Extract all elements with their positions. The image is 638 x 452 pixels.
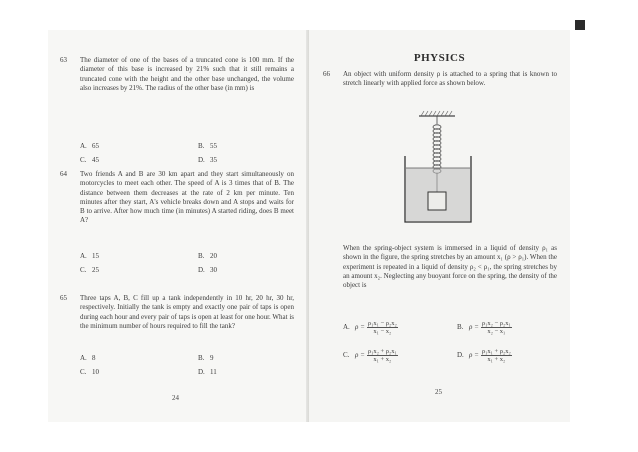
option-b: B. ρ = $\frac{\text{ρ₁x₂ − ρ₂x₁}}{\text{x₂ − x₁}}$ bbox=[457, 320, 511, 335]
spring-icon bbox=[433, 125, 441, 173]
scan-corner-mark bbox=[575, 20, 585, 30]
option-c: C. 10 bbox=[80, 368, 99, 376]
question-text: Three taps A, B, C fill up a tank independently in 10 hr, 20 hr, 30 hr, respectively. Initially the tank is empty and exactly one pair of taps is open during each hour and every pair of taps is open at least for one hour. What is the minimum number of hours required to fill the tank? bbox=[80, 294, 294, 330]
option-a: A. 65 bbox=[80, 142, 99, 150]
question-text: The diameter of one of the bases of a truncated cone is 100 mm. If the diameter of this base is increased by 21% such that it still remains a truncated cone with the height and the other base unchanged, the volume also increases by 21%. The radius of the other base (in mm) is bbox=[80, 56, 294, 92]
option-d: D. 35 bbox=[198, 156, 217, 164]
question-number: 66 bbox=[323, 70, 330, 78]
option-d: D. 30 bbox=[198, 266, 217, 274]
option-c: C. ρ = $\frac{\text{ρ₁x₂ + ρ₂x₁}}{\text{x₁ + x₂}}$ bbox=[343, 348, 397, 363]
question-number: 63 bbox=[60, 56, 67, 64]
spring-beaker-figure bbox=[383, 110, 493, 230]
booklet-spread bbox=[48, 30, 570, 422]
question-text-body: When the spring-object system is immersed in a liquid of density ρ₁ as shown in the figure, the spring stretches by an amount x₁ (ρ > ρ₁). When the experiment is repeated in a liquid of density ρ₂ < ρ₁, the spring stretches by an amount x₂. Neglecting any buoyant force on the spring, the density of the object is bbox=[343, 244, 557, 290]
right-page bbox=[309, 30, 570, 422]
option-a: A. 15 bbox=[80, 252, 99, 260]
option-b: B. 55 bbox=[198, 142, 217, 150]
page-number: 25 bbox=[435, 388, 442, 396]
option-a: A. ρ = $\frac{\text{ρ₁x₁ − ρ₂x₂}}{\text{x₁ − x₂}}$ bbox=[343, 320, 397, 335]
option-a: A. 8 bbox=[80, 354, 96, 362]
option-c: C. 45 bbox=[80, 156, 99, 164]
subject-heading: PHYSICS bbox=[413, 52, 466, 64]
option-d: D. ρ = $\frac{\text{ρ₁x₁ + ρ₂x₂}}{\text{x₁ + x₂}}$ bbox=[457, 348, 511, 363]
question-number: 64 bbox=[60, 170, 67, 178]
option-c: C. 25 bbox=[80, 266, 99, 274]
option-d: D. 11 bbox=[198, 368, 217, 376]
question-number: 65 bbox=[60, 294, 67, 302]
option-b: B. 20 bbox=[198, 252, 217, 260]
question-text: Two friends A and B are 30 km apart and they start simultaneously on motorcycles to meet each other. The speed of A is 3 times that of B. The distance between them decreases at the rate of 2 km per minute. Ten minutes after they start, A's vehicle breaks down and A stops and waits for B to arrive. After how much time (in minutes) A started riding, does B meet A? bbox=[80, 170, 294, 225]
left-page bbox=[48, 30, 309, 422]
option-b: B. 9 bbox=[198, 354, 214, 362]
page-number: 24 bbox=[172, 394, 179, 402]
question-text-intro: An object with uniform density ρ is attached to a spring that is known to stretch linearly with applied force as shown below. bbox=[343, 70, 557, 88]
